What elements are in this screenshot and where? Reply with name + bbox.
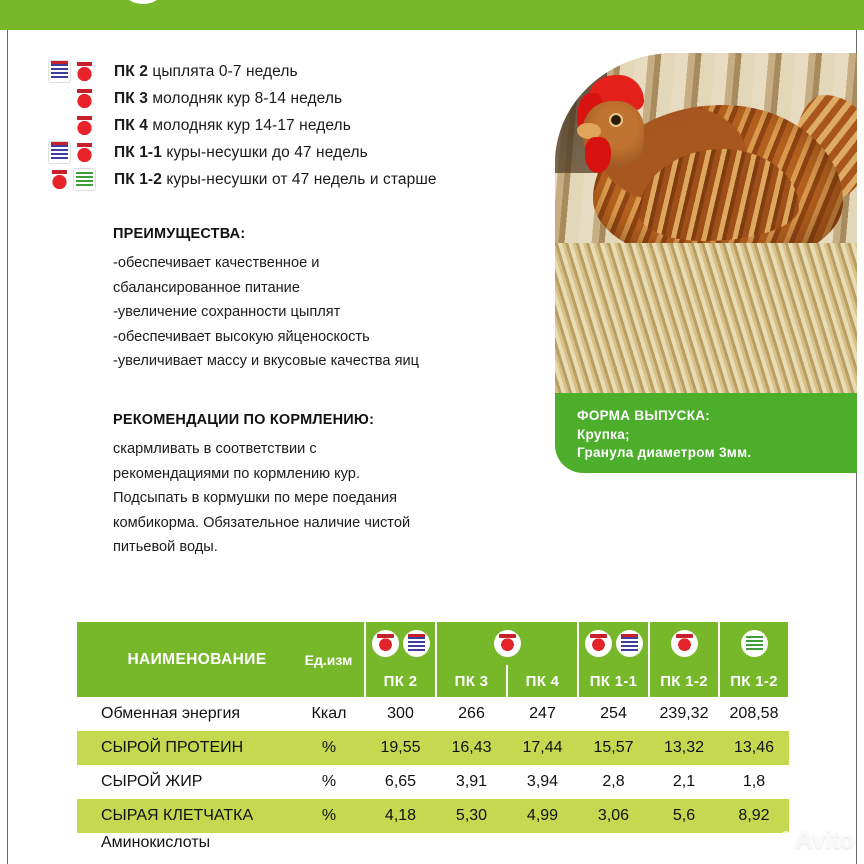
- row-unit: %: [293, 799, 365, 833]
- product-label: [114, 117, 351, 135]
- row-value: 247: [529, 705, 556, 722]
- row-value: 4,99: [507, 799, 578, 833]
- banner-circle-decoration: [124, 0, 162, 4]
- table-row: [77, 697, 789, 731]
- text-line: -обеспечивает качественное и: [113, 255, 320, 271]
- package-blue-icon: [48, 141, 71, 164]
- row-value: 13,46: [719, 731, 789, 765]
- row-unit: %: [321, 773, 337, 790]
- product-list: [48, 58, 548, 193]
- package-red-icon: [585, 630, 612, 657]
- release-form-line1: Крупка;: [577, 426, 630, 442]
- product-code: ПК 3: [114, 89, 148, 107]
- row-value: 1,8: [742, 773, 766, 790]
- product-label: [114, 90, 342, 108]
- product-badges: [48, 87, 114, 110]
- table-header-unit: Ед.изм: [293, 622, 365, 697]
- table-column-header: ПК 3: [436, 665, 507, 697]
- row-value: 2,8: [602, 773, 625, 790]
- row-value: 15,57: [578, 731, 649, 765]
- feeding-title: РЕКОМЕНДАЦИИ ПО КОРМЛЕНИЮ:: [113, 412, 375, 428]
- product-badges: [48, 141, 114, 164]
- text-line: -увеличивает массу и вкусовые качества яиц: [113, 353, 419, 369]
- product-label: [114, 63, 298, 81]
- chicken-nest-photo: [555, 53, 857, 393]
- row-unit: Ккал: [311, 705, 347, 722]
- product-description: цыплята 0-7 недель: [147, 62, 298, 80]
- row-value: 4,18: [365, 799, 436, 833]
- avito-watermark-label: Avito: [795, 826, 855, 854]
- product-code: ПК 1-1: [114, 143, 162, 161]
- package-red-icon: [671, 630, 698, 657]
- product-row: [48, 112, 548, 139]
- advantages-title: ПРЕИМУЩЕСТВА:: [113, 226, 246, 242]
- table-row: [77, 833, 789, 853]
- advantages-lines: [113, 251, 513, 374]
- package-red-icon: [73, 114, 96, 137]
- package-red-icon: [372, 630, 399, 657]
- row-unit: %: [293, 731, 365, 765]
- product-code: ПК 1-2: [114, 170, 162, 188]
- advantages-section: [113, 226, 513, 374]
- text-line: скармливать в соответствии с: [113, 441, 317, 457]
- table-header-icon-cell: [365, 622, 436, 665]
- nutrition-table-wrapper: [77, 622, 789, 853]
- product-label: [114, 144, 368, 162]
- row-value: 254: [600, 705, 627, 722]
- text-line: -обеспечивает высокую яйценоскость: [113, 328, 370, 345]
- package-blue-icon: [48, 60, 71, 83]
- badge-placeholder-icon: [48, 87, 71, 110]
- row-value: 3,91: [455, 773, 488, 790]
- table-header-icon-cell: [436, 622, 578, 665]
- table-row: [77, 799, 789, 833]
- product-description: молодняк кур 14-17 недель: [147, 116, 351, 134]
- product-description: куры-несушки от 47 недель и старше: [161, 170, 437, 188]
- row-value: [365, 833, 436, 853]
- table-header-icon-cell: [719, 622, 789, 665]
- product-badges: [48, 168, 114, 191]
- row-value: [719, 833, 789, 853]
- table-row: [77, 765, 789, 799]
- product-label: [114, 171, 437, 189]
- text-line: комбикорма. Обязательное наличие чистой: [113, 514, 411, 531]
- row-value: 13,32: [649, 731, 719, 765]
- row-value: 3,94: [526, 773, 559, 790]
- release-form-line2: Гранула диаметром 3мм.: [577, 445, 752, 460]
- package-blue-icon: [616, 630, 643, 657]
- chicken-eye: [611, 115, 621, 125]
- text-line: Подсыпать в кормушки по мере поедания: [113, 490, 398, 506]
- package-red-icon: [73, 141, 96, 164]
- row-value: 266: [458, 705, 485, 722]
- product-badges: [48, 114, 114, 137]
- package-green-icon: [73, 168, 96, 191]
- text-line: рекомендациями по кормлению кур.: [113, 465, 360, 482]
- feeding-lines: [113, 437, 513, 560]
- row-value: 300: [387, 705, 414, 722]
- package-red-icon: [48, 168, 71, 191]
- row-value: 17,44: [507, 731, 578, 765]
- table-header-name: НАИМЕНОВАНИЕ: [77, 622, 293, 697]
- row-name: СЫРАЯ КЛЕТЧАТКА: [77, 799, 293, 833]
- row-unit: [293, 833, 365, 853]
- table-head: [77, 622, 789, 697]
- table-column-header: ПК 1-2: [719, 665, 789, 697]
- package-green-icon: [741, 630, 768, 657]
- row-value: 239,32: [659, 705, 709, 722]
- badge-placeholder-icon: [48, 114, 71, 137]
- row-name: СЫРОЙ ПРОТЕИН: [77, 731, 293, 765]
- top-green-banner: [0, 0, 864, 30]
- nest-straw: [555, 243, 857, 393]
- row-value: [436, 833, 507, 853]
- row-value: 19,55: [365, 731, 436, 765]
- text-line: питьевой воды.: [113, 539, 218, 555]
- row-value: [578, 833, 649, 853]
- product-code: ПК 2: [114, 62, 148, 80]
- release-form-box: [555, 393, 857, 473]
- row-name: СЫРОЙ ЖИР: [101, 773, 203, 790]
- text-line: сбалансированное питание: [113, 279, 300, 296]
- row-value: 2,1: [672, 773, 696, 790]
- table-column-header: ПК 2: [365, 665, 436, 697]
- product-description: молодняк кур 8-14 недель: [147, 89, 343, 107]
- product-code: ПК 4: [114, 116, 148, 134]
- row-name: Обменная энергия: [101, 705, 241, 722]
- package-red-icon: [73, 87, 96, 110]
- row-value: 208,58: [729, 705, 779, 722]
- row-name: Аминокислоты: [101, 834, 211, 851]
- product-row: [48, 139, 548, 166]
- row-value: 5,30: [436, 799, 507, 833]
- row-value: [649, 833, 719, 853]
- package-red-icon: [494, 630, 521, 657]
- row-value: 5,6: [649, 799, 719, 833]
- product-row: [48, 85, 548, 112]
- package-red-icon: [73, 60, 96, 83]
- table-header-icon-cell: [578, 622, 649, 665]
- product-description: куры-несушки до 47 недель: [161, 143, 368, 161]
- row-value: 6,65: [384, 773, 417, 790]
- table-column-header: ПК 1-1: [578, 665, 649, 697]
- product-row: [48, 58, 548, 85]
- row-value: [507, 833, 578, 853]
- text-line: -увеличение сохранности цыплят: [113, 304, 341, 320]
- release-form-title: ФОРМА ВЫПУСКА:: [577, 408, 711, 423]
- table-column-header: ПК 4: [507, 665, 578, 697]
- row-value: 3,06: [578, 799, 649, 833]
- table-body: [77, 697, 789, 853]
- table-column-header: ПК 1-2: [649, 665, 719, 697]
- nutrition-table: [77, 622, 790, 853]
- feeding-section: [113, 412, 513, 560]
- table-row: [77, 731, 789, 765]
- product-row: [48, 166, 548, 193]
- row-value: 8,92: [719, 799, 789, 833]
- row-value: 16,43: [436, 731, 507, 765]
- product-badges: [48, 60, 114, 83]
- table-header-icon-cell: [649, 622, 719, 665]
- package-blue-icon: [403, 630, 430, 657]
- table-icon-row: [77, 622, 789, 665]
